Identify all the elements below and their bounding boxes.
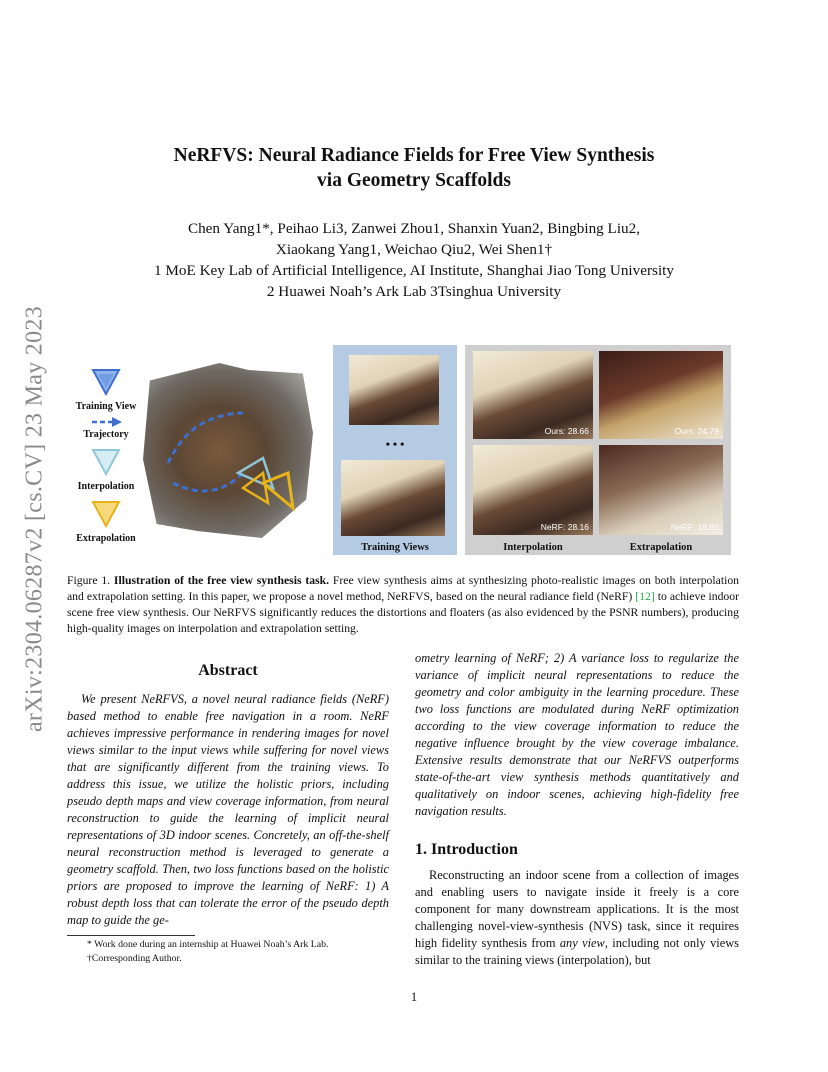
legend-trajectory: Trajectory [83, 429, 129, 440]
nerf-interpolation-score: NeRF: 28.16 [540, 522, 589, 532]
trajectory-icon [90, 415, 124, 429]
legend-interpolation: Interpolation [77, 481, 135, 492]
abstract-body: We present NeRFVS, a novel neural radiance fields (NeRF) based method to enable free navigation in a room. NeRF achieves impressive performance in rendering images for novel views similar to the input views while suffering for novel views that are significantly different from the training views. To address this issue, we utilize the holistic priors, including pseudo depth maps and view coverage information, from neural reconstruction to guide the learning of implicit neural representations of 3D indoor scenes. Concretely, an off-the-shelf neural reconstruction method is leveraged to generate a geometry scaffold. Then, two loss functions based on the holistic priors are proposed to improve the learning of NeRF: 1) A robust depth loss that can tolerate the error of the pseudo depth map to guide the ge- [67, 692, 389, 927]
paper-title [120, 143, 708, 193]
intro-heading: 1. Introduction [415, 841, 518, 858]
footnote-1: * Work done during an internship at Huawei Noah’s Ark Lab. [87, 939, 329, 950]
extrapolation-icon [90, 499, 122, 529]
intro-text-a: Reconstructing an indoor scene from a collection of images and enabling users to navigate inside it freely is a core component for many downstream applications. It is the most challenging novel-view-synthesis (NVS) task, since it requires high fidelity synthesis from [415, 868, 739, 950]
nerf-interpolation-image [473, 445, 593, 535]
nerf-extrapolation-image [599, 445, 723, 535]
caption-label: Figure 1. [67, 574, 111, 587]
intro-emphasis: any view [559, 936, 605, 950]
training-views-panel [333, 345, 457, 555]
comparison-panel [465, 345, 731, 555]
affiliation-2: 2 Huawei Noah’s Ark Lab 3Tsinghua University [266, 283, 562, 300]
training-view-icon [90, 367, 122, 397]
legend-extrapolation: Extrapolation [76, 533, 136, 544]
abstract-heading: Abstract [198, 662, 258, 679]
interpolation-label: Interpolation [503, 542, 563, 553]
title-line-2: via Geometry Scaffolds [317, 170, 511, 191]
footnote-rule [67, 935, 195, 936]
ours-extrapolation-image [599, 351, 723, 439]
ellipsis: • • • [385, 437, 405, 451]
author-line-1: Chen Yang1*, Peihao Li3, Zanwei Zhou1, Shanxin Yuan2, Bingbing Liu2, [187, 220, 641, 237]
footnotes [67, 938, 389, 966]
extrapolation-label: Extrapolation [629, 542, 693, 553]
ours-interpolation-image [473, 351, 593, 439]
page-number: 1 [410, 990, 418, 1004]
affiliation-1: 1 MoE Key Lab of Artificial Intelligence, AI Institute, Shanghai Jiao Tong University [154, 262, 674, 279]
figure-caption [67, 573, 739, 637]
training-view-image-1 [349, 355, 439, 425]
abstract-continuation: ometry learning of NeRF; 2) A variance loss to regularize the variance of implicit neural representations to reduce the geometry and color ambiguity in the learning procedure. These two loss functions are modulated during NeRF optimization according to the view coverage information to reduce the negative influence brought by the view coverage imbalance. Extensive results demonstrate that our NeRFVS outperforms state-of-the-art view synthesis methods quantitatively and qualitatively on indoor scenes, achieving high-fidelity free navigation results. [415, 651, 739, 818]
author-block [80, 218, 748, 302]
caption-text-a: Free view synthesis aims at synthesizing photo-realistic images on both interpolation and extrapolation setting. In this paper, we propose a novel method, NeRFVS, based on the neural radiance field (NeRF) [67, 574, 740, 603]
arxiv-id: arXiv:2304.06287v2 [cs.CV] 23 May 2023 [21, 305, 48, 733]
intro-body [415, 867, 739, 969]
caption-text-b: to achieve indoor scene free view synthesis. Our NeRFVS significantly reduces the distortions and floaters (as also evidenced by the PSNR numbers), producing high-quality images on interpolation and extrapolation setting. [67, 590, 740, 635]
caption-citation-link[interactable]: [12] [635, 590, 655, 603]
footnote-2: †Corresponding Author. [87, 953, 182, 964]
author-line-2: Xiaokang Yang1, Weichao Qiu2, Wei Shen1† [275, 241, 553, 258]
training-view-image-2 [341, 460, 445, 536]
arxiv-sidebar [20, 278, 50, 760]
interpolation-icon [90, 447, 122, 477]
ours-extrapolation-score: Ours: 24.79 [674, 426, 719, 436]
title-line-1: NeRFVS: Neural Radiance Fields for Free View Synthesis [173, 145, 655, 166]
training-views-label: Training Views [361, 542, 429, 553]
intro-text-b: , including not only views similar to the training views (interpolation), but [415, 936, 739, 967]
camera-trajectory-overlay [143, 363, 313, 538]
caption-bold: Illustration of the free view synthesis task. [113, 574, 330, 587]
nerf-extrapolation-score: NeRF: 18.91 [670, 522, 719, 532]
ours-interpolation-score: Ours: 28.66 [544, 426, 589, 436]
legend-training-view: Training View [75, 401, 137, 412]
